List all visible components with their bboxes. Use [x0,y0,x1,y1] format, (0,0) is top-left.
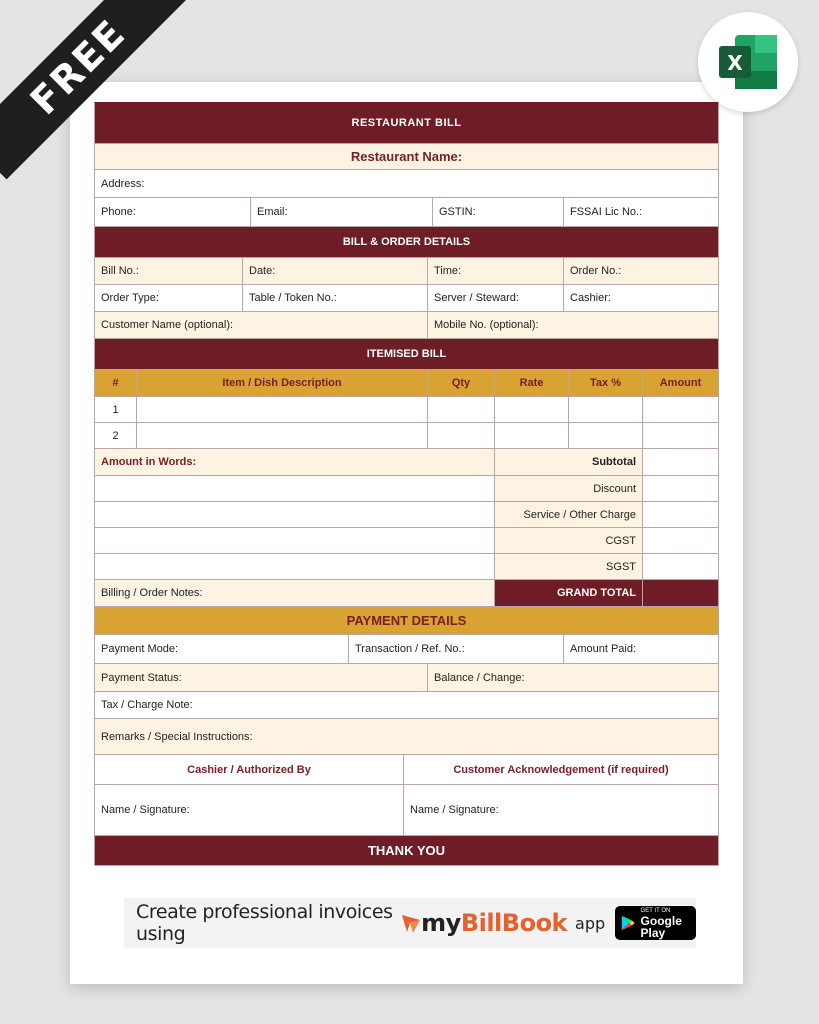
banner-text: Create professional invoices using [136,901,393,945]
table-token-field[interactable]: Table / Token No.: [243,285,428,311]
thank-you-row [94,836,719,866]
item-row-number: 1 [95,397,137,422]
customer-row [94,312,719,339]
item-row [94,423,719,449]
service-charge-value[interactable] [643,502,718,527]
col-amount-header: Amount [659,377,702,389]
google-play-small-text: GET IT ON [640,907,671,914]
itemised-section-header [94,339,719,370]
customer-signature-field[interactable]: Name / Signature: [410,804,499,816]
subtotal-row [94,449,719,476]
promo-banner[interactable] [124,898,696,948]
col-tax-header: Tax % [569,370,643,396]
amount-in-words-line[interactable] [95,554,495,579]
subtotal-label: Subtotal [495,449,643,475]
col-number-header: # [95,370,137,396]
bill-info-row [94,258,719,285]
brand-billbook: BillBook [460,909,568,937]
tax-note-row [94,692,719,719]
banner-app-text: app [575,913,606,933]
item-header-row [94,370,719,397]
google-play-big-text: Google Play [640,913,682,940]
cashier-authorized-label: Cashier / Authorized By [95,755,404,784]
item-amount-cell[interactable] [643,397,718,422]
restaurant-name-label[interactable]: Restaurant Name: [350,149,463,164]
grand-total-value[interactable] [643,580,718,606]
bill-title: RESTAURANT BILL [351,117,462,129]
amount-in-words-label[interactable]: Amount in Words: [95,449,495,475]
svg-text:X: X [727,51,743,75]
cashier-signature-field[interactable]: Name / Signature: [95,785,404,835]
amount-in-words-line[interactable] [95,528,495,553]
subtotal-value[interactable] [643,449,718,475]
payment-status-field[interactable]: Payment Status: [95,664,428,691]
excel-icon[interactable] [698,12,798,112]
remarks-row [94,719,719,755]
item-tax-cell[interactable] [569,423,643,448]
item-tax-cell[interactable] [569,397,643,422]
remarks-field[interactable]: Remarks / Special Instructions: [101,730,253,743]
order-section-title: BILL & ORDER DETAILS [342,236,471,248]
item-row-number: 2 [95,423,137,448]
payment-status-row [94,664,719,692]
brand-my: my [421,909,461,937]
excel-logo-svg [715,29,781,95]
free-ribbon: FREE [0,0,190,179]
order-no-field[interactable]: Order No.: [570,265,622,277]
bill-sheet [94,102,719,866]
free-ribbon-container [0,0,200,200]
itemised-section-title: ITEMISED BILL [366,348,447,360]
transaction-ref-field[interactable]: Transaction / Ref. No.: [349,635,564,663]
billing-notes-field[interactable]: Billing / Order Notes: [95,580,495,606]
service-charge-label: Service / Other Charge [495,502,643,527]
cgst-value[interactable] [643,528,718,553]
item-row [94,397,719,423]
cgst-label: CGST [495,528,643,553]
item-rate-cell[interactable] [495,397,569,422]
col-item-header: Item / Dish Description [137,370,428,396]
grand-total-label: GRAND TOTAL [495,580,643,606]
customer-name-field[interactable]: Customer Name (optional): [95,312,428,338]
contact-row [94,198,719,227]
mobile-field[interactable]: Mobile No. (optional): [434,319,539,331]
payment-row [94,635,719,664]
sgst-row [94,554,719,580]
item-qty-cell[interactable] [428,397,495,422]
balance-change-field[interactable]: Balance / Change: [434,671,525,684]
col-qty-header: Qty [428,370,495,396]
order-section-header [94,227,719,258]
payment-mode-field[interactable]: Payment Mode: [95,635,349,663]
payment-section-header [94,607,719,635]
payment-section-title: PAYMENT DETAILS [346,613,467,628]
sgst-label: SGST [495,554,643,579]
cgst-row [94,528,719,554]
google-play-text [641,908,696,939]
tax-charge-note-field[interactable]: Tax / Charge Note: [101,699,193,711]
discount-value[interactable] [643,476,718,501]
amount-paid-field[interactable]: Amount Paid: [570,643,637,655]
phone-field[interactable]: Phone: [95,198,251,226]
google-play-icon [621,913,635,933]
signature-header-row [94,755,719,785]
col-rate-header: Rate [495,370,569,396]
address-field[interactable]: Address: [101,177,145,190]
server-field[interactable]: Server / Steward: [428,285,564,311]
thank-you-text: THANK YOU [367,843,446,858]
service-row [94,502,719,528]
email-field[interactable]: Email: [251,198,433,226]
grand-total-row [94,580,719,607]
discount-label: Discount [495,476,643,501]
order-info-row [94,285,719,312]
sgst-value[interactable] [643,554,718,579]
item-amount-cell[interactable] [643,423,718,448]
mybillbook-logo[interactable] [401,909,567,937]
mybillbook-arrow-icon [401,912,421,934]
gstin-field[interactable]: GSTIN: [433,198,564,226]
order-type-field[interactable]: Order Type: [95,285,243,311]
customer-ack-label: Customer Acknowledgement (if required) [453,763,669,776]
discount-row [94,476,719,502]
amount-in-words-line[interactable] [95,502,495,527]
fssai-field[interactable]: FSSAI Lic No.: [570,206,643,218]
time-field[interactable]: Time: [428,258,564,284]
item-description-cell[interactable] [137,423,428,448]
item-description-cell[interactable] [137,397,428,422]
item-qty-cell[interactable] [428,423,495,448]
google-play-button[interactable] [615,906,696,940]
cashier-field[interactable]: Cashier: [570,292,611,304]
signature-row [94,785,719,836]
bill-no-field[interactable]: Bill No.: [95,258,243,284]
amount-in-words-line[interactable] [95,476,495,501]
bill-paper [70,82,743,984]
date-field[interactable]: Date: [243,258,428,284]
item-rate-cell[interactable] [495,423,569,448]
